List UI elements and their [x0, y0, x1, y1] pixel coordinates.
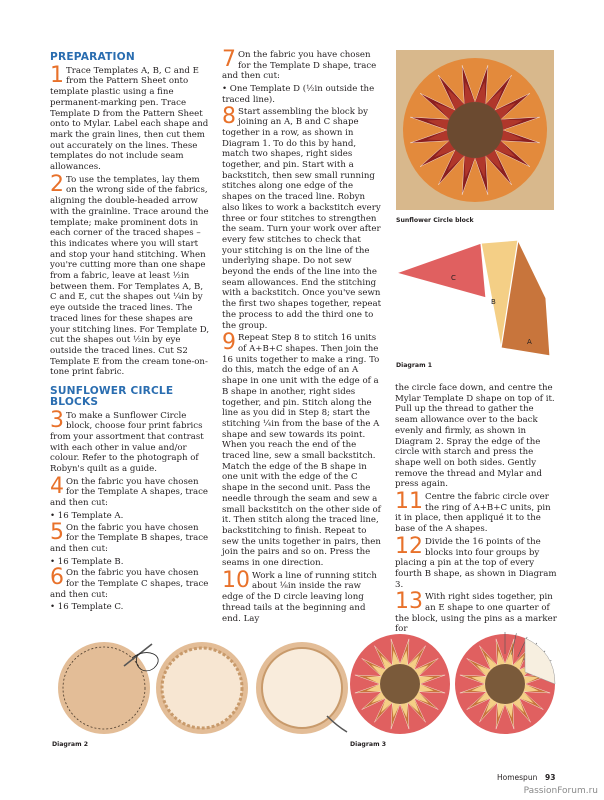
step-4-bullet: • 16 Template A.	[50, 510, 124, 521]
step-6	[50, 565, 210, 600]
step-text: On the fabric you have chosen for the Template C shapes, trace and then cut:	[50, 568, 209, 600]
step-number: 12	[395, 533, 423, 559]
step-text: On the fabric you have chosen for the Template B shapes, trace and then cut:	[50, 522, 209, 554]
step-3	[50, 407, 210, 475]
step-number: 11	[395, 489, 423, 515]
step-text: Divide the 16 points of the blocks into four groups by placing a pin at the top of every fourth B shape, as shown in Diagram 3.	[395, 536, 557, 590]
step-11	[395, 489, 557, 535]
step-text: On the fabric you have chosen for the Template D shape, trace and then cut:	[222, 50, 377, 82]
step-number: 9	[222, 330, 236, 356]
step-number: 10	[222, 567, 250, 593]
step-5-bullet: • 16 Template B.	[50, 556, 124, 567]
step-text: Trace Templates A, B, C and E from the Pattern Sheet onto template plastic using a fine permanent-marking pen. Trace Template D from the Pattern Sheet onto to Mylar. Label each shape and mark the grain lines, then cut them out accurately on the lines. These templates do not include seam allowances.	[50, 65, 209, 173]
step-text: To make a Sunflower Circle block, choose four print fabrics from your assortment that contrast with each other in value and/or colour. Refer to the photograph of Robyn's quilt as a guide.	[50, 410, 204, 475]
heading-sunflower-blocks: SUNFLOWER CIRCLE BLOCKS	[50, 385, 174, 408]
caption-diagram-1: Diagram 1	[396, 362, 432, 369]
step-text: Work a line of running stitch about ⅛in inside the raw edge of the D circle leaving long thread tails at the beginning and end. Lay	[222, 570, 377, 624]
diagram-3	[350, 632, 560, 738]
step-6-bullet: • 16 Template C.	[50, 602, 124, 613]
step-text: Centre the fabric circle over the ring of A+B+C units, pin it in place, then appliqué it to the base of the A shapes.	[395, 492, 551, 535]
watermark: PassionForum.ru	[523, 786, 598, 796]
step-12	[395, 533, 557, 591]
step-10-continued: the circle face down, and centre the Mylar Template D shape on top of it. Pull up the thread to gather the seam allowance over to the back evenly and firmly, as shown in Diagram 2. Spray the edge of the circle with starch and press the shape well on both sides. Gently remove the thread and Mylar and press again.	[395, 383, 555, 490]
step-text: Start assembling the block by joining an A, B and C shape together in a row, as shown in Diagram 1. To do this by hand, match two shapes, right sides together, and pin. Start with a backstitch, then sew small running stitches along one edge of the shapes on the traced line. Robyn also likes to work a backstitch every three or four stitches to strengthen the seam. Turn your work over after every few stitches to check that your stitching is on the line of the underlying shape. Do not sew beyond the ends of the line into the seam allowances. End the stitching with a backstitch. Once you've sewn the first two shapes together, repeat the process to add the third one to the group.	[222, 106, 382, 331]
step-number: 3	[50, 407, 64, 433]
caption-diagram-2: Diagram 2	[52, 741, 88, 748]
step-number: 1	[50, 62, 64, 88]
step-text: Repeat Step 8 to stitch 16 units of A+B+C shapes. Then join the 16 units together to make a ring. To do this, match the edge of an A shape in one unit with the edge of a B shape in another, right sides together, and pin. Stitch along the line as you did in Step 8; start the stitching ¼in from the base of the A shape and sew towards its point. When you reach the end of the traced line, sew a small backstitch. Match the edge of the B shape in one unit with the edge of the C shape in the second unit. Pass the needle through the seam and sew a small backstitch on the other side of it. Then stitch along the traced line, backstitching to finish. Repeat to sew the units together in pairs, then join the pairs and so on. Press the seams in one direction.	[222, 333, 381, 569]
step-9	[222, 330, 382, 569]
step-text: On the fabric you have chosen for the Template A shapes, trace and then cut:	[50, 476, 208, 509]
step-number: 7	[222, 47, 236, 72]
caption-diagram-3: Diagram 3	[350, 741, 386, 748]
step-text: With right sides together, pin an E shape to one quarter of the block, using the pins as a marker for	[395, 592, 557, 635]
step-13	[395, 589, 557, 635]
label-b: B	[491, 298, 496, 306]
column-left	[50, 50, 210, 614]
label-c: C	[451, 274, 456, 282]
diagram-2	[52, 636, 352, 738]
step-2	[50, 171, 210, 378]
label-a: A	[527, 338, 532, 346]
step-number: 8	[222, 103, 236, 129]
step-7	[222, 47, 382, 82]
step-8	[222, 103, 382, 332]
column-right	[395, 383, 557, 637]
step-7-bullet: • One Template D (½in outside the traced line).	[222, 84, 375, 105]
footer-page-number: 93	[545, 773, 556, 782]
step-number: 4	[50, 473, 64, 499]
step-text: To use the templates, lay them on the wrong side of the fabrics, aligning the double-headed arrow with the grainline. Trace around the template; make prominent dots in each corner of the traced shapes – this indicates where you will start and stop your hand stitching. When you're cutting more than one shape from a fabric, leave at least ½in between them. For Templates A, B, C and E, cut the shapes out ¼in by eye outside the traced lines. The traced lines for these shapes are your stitching lines. For Template D, cut the shapes out ½in by eye outside the traced lines. Cut S2 Template E from the cream tone-on-tone print fabric.	[50, 174, 210, 378]
step-1	[50, 62, 210, 173]
step-number: 5	[50, 519, 64, 545]
diagram-1	[396, 238, 556, 366]
caption-sunflower-block: Sunflower Circle block	[396, 217, 474, 224]
step-number: 2	[50, 171, 64, 197]
column-middle	[222, 47, 382, 626]
sunflower-block-photo	[396, 50, 554, 210]
step-number: 6	[50, 565, 64, 591]
shape-c	[396, 243, 486, 298]
heading-preparation: PREPARATION	[50, 51, 135, 63]
footer-magazine: Homespun	[497, 773, 538, 782]
step-4	[50, 473, 210, 509]
step-10	[222, 567, 382, 625]
step-5	[50, 519, 210, 555]
step-number: 13	[395, 589, 423, 615]
